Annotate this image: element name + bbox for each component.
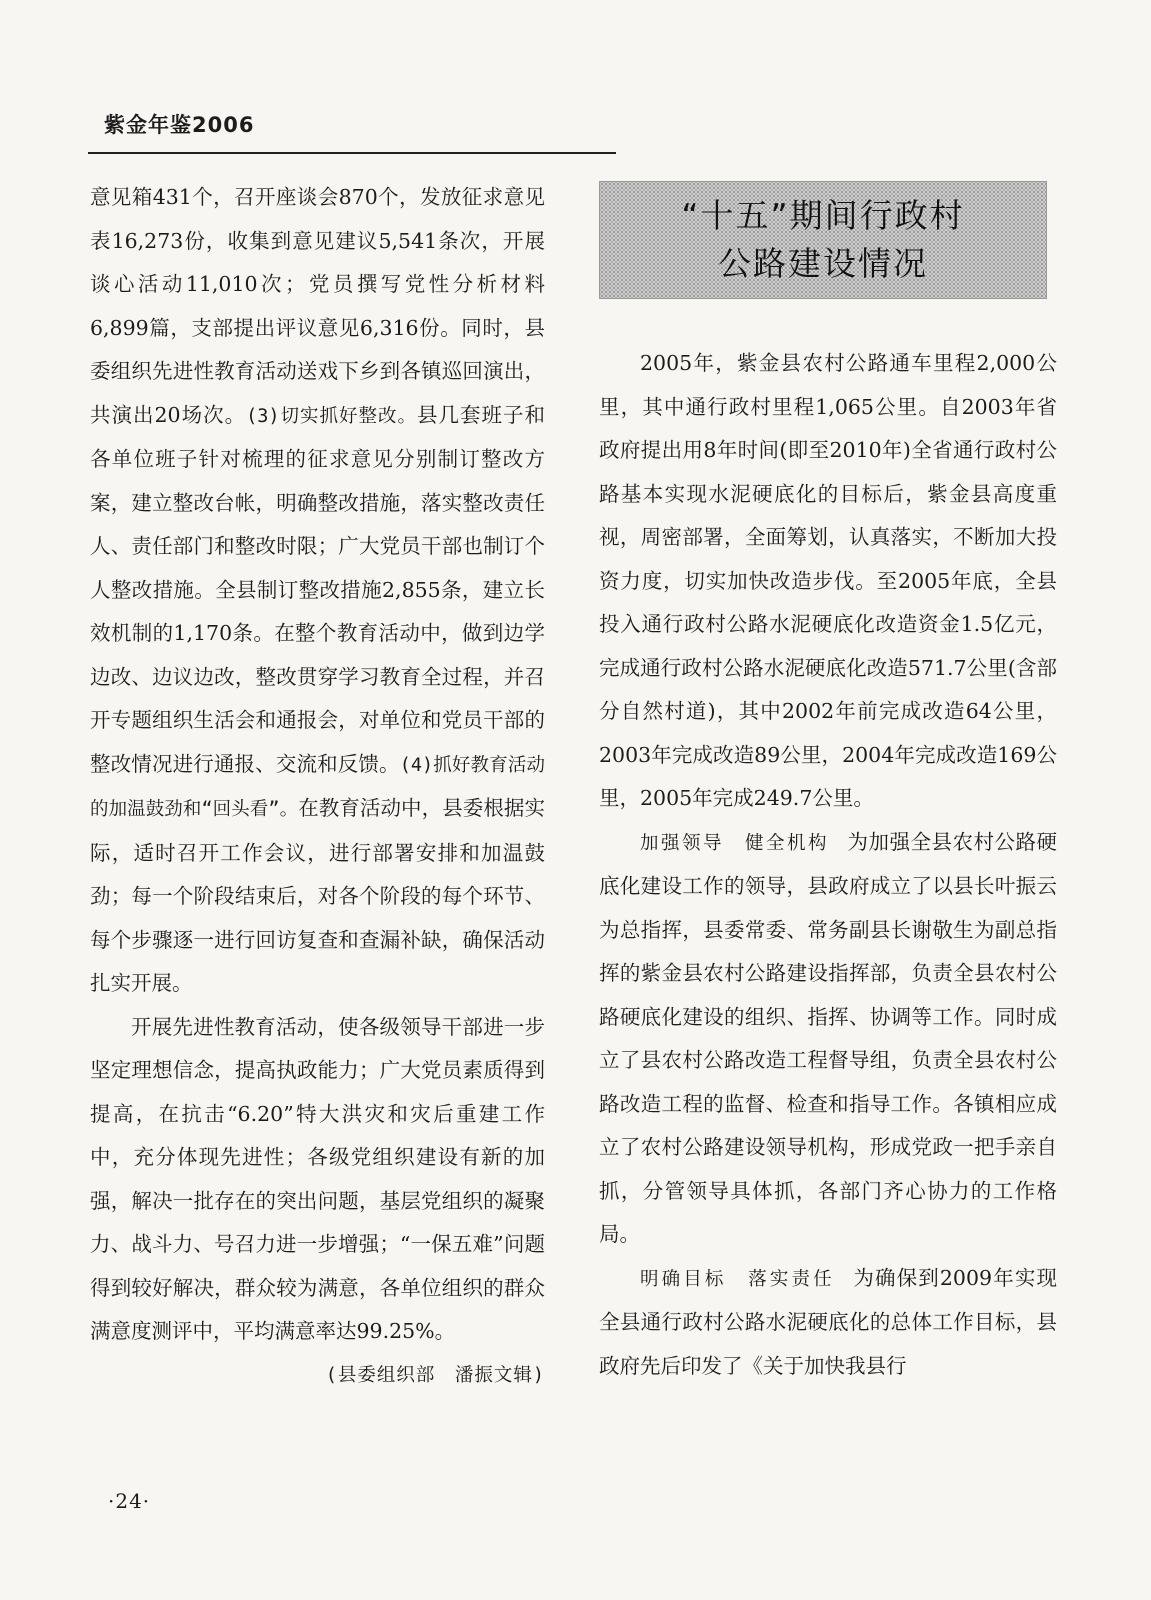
item4-heading: (4)抓好教育活动的加温鼓劲和“回头看”。 — [90, 754, 545, 820]
running-head: 紫金年鉴2006 — [104, 113, 255, 137]
section-title-line-1: “十五”期间行政村 — [681, 196, 965, 235]
left-paragraph-1 — [90, 176, 545, 1006]
header-rule — [88, 152, 616, 154]
right-paragraph-3 — [599, 1257, 1057, 1389]
subsection-heading-goals: 明确目标 落实责任 — [640, 1268, 835, 1290]
item3-text: 县几套班子和各单位班子针对梳理的征求意见分别制订整改方案，建立整改台帐，明确整改措施，落实整改责任人、责任部门和整改时限；广大党员干部也制订个人整改措施。全县制订整改措施2,855条，建立长效机制的1,170条。在整个教育活动中，做到边学边改、边议边改，整改贯穿学习教育全过程，并召开专题组织生活会和通报会，对单位和党员干部的整改情况进行通报、交流和反馈。 — [90, 402, 546, 776]
item3-heading: (3)切实抓好整改。 — [246, 405, 418, 427]
left-paragraph-2: 开展先进性教育活动，使各级领导干部进一步坚定理想信念，提高执政能力；广大党员素质得到提高，在抗击“6.20”特大洪灾和灾后重建工作中，充分体现先进性；各级党组织建设有新的加强，解决一批存在的突出问题，基层党组织的凝聚力、战斗力、号召力进一步增强；“一保五难”问题得到较好解决，群众较为满意，各单位组织的群众满意度测评中，平均满意率达99.25%。 — [90, 1014, 545, 1343]
goals-text: 为确保到2009年实现全县通行政村公路水泥硬底化的总体工作目标，县政府先后印发了《关于加快我县行 — [599, 1265, 1057, 1378]
section-title-box — [599, 181, 1047, 299]
right-paragraph-1: 2005年，紫金县农村公路通车里程2,000公里，其中通行政村里程1,065公里。自2003年省政府提出用8年时间(即至2010年)全省通行政村公路基本实现水泥硬底化的目标后，紫金县高度重视，周密部署，全面筹划，认真落实，不断加大投资力度，切实加快改造步伐。至2005年底，全县投入通行政村公路水泥硬底化改造资金1.5亿元，完成通行政村公路水泥硬底化改造571.7公里(含部分自然村道)，其中2002年前完成改造64公里，2003年完成改造89公里，2004年完成改造169公里，2005年完成249.7公里。 — [599, 351, 1057, 810]
subsection-heading-leadership: 加强领导 健全机构 — [640, 832, 829, 854]
section-title-line-2: 公路建设情况 — [718, 244, 928, 283]
item4-text: 在教育活动中，县委根据实际，适时召开工作会议，进行部署安排和加温鼓劲；每一个阶段结束后，对各个阶段的每个环节、每个步骤逐一进行回访复查和查漏补缺，确保活动扎实开展。 — [90, 796, 546, 995]
leadership-text: 为加强全县农村公路硬底化建设工作的领导，县政府成立了以县长叶振云为总指挥，县委常委、常务副县长谢敬生为副总指挥的紫金县农村公路建设指挥部，负责全县农村公路硬底化建设的组织、指挥、协调等工作。同时成立了县农村公路改造工程督导组，负责全县农村公路改造工程的监督、检查和指导工作。各镇相应成立了农村公路建设领导机构，形成党政一把手亲自抓，分管领导具体抓，各部门齐心协力的工作格局。 — [599, 829, 1057, 1246]
page-number: ·24· — [108, 1489, 151, 1513]
right-column — [599, 342, 1057, 1388]
signature: (县委组织部 潘振文辑) — [325, 1364, 545, 1386]
para1-text: 意见箱431个，召开座谈会870个，发放征求意见表16,273份，收集到意见建议5,541条次，开展谈心活动11,010次；党员撰写党性分析材料6,899篇，支部提出评议意见6,316份。同时，县委组织先进性教育活动送戏下乡到各镇巡回演出，共演出20场次。 — [90, 185, 545, 427]
right-paragraph-2 — [599, 821, 1057, 1257]
left-column — [90, 176, 545, 1397]
